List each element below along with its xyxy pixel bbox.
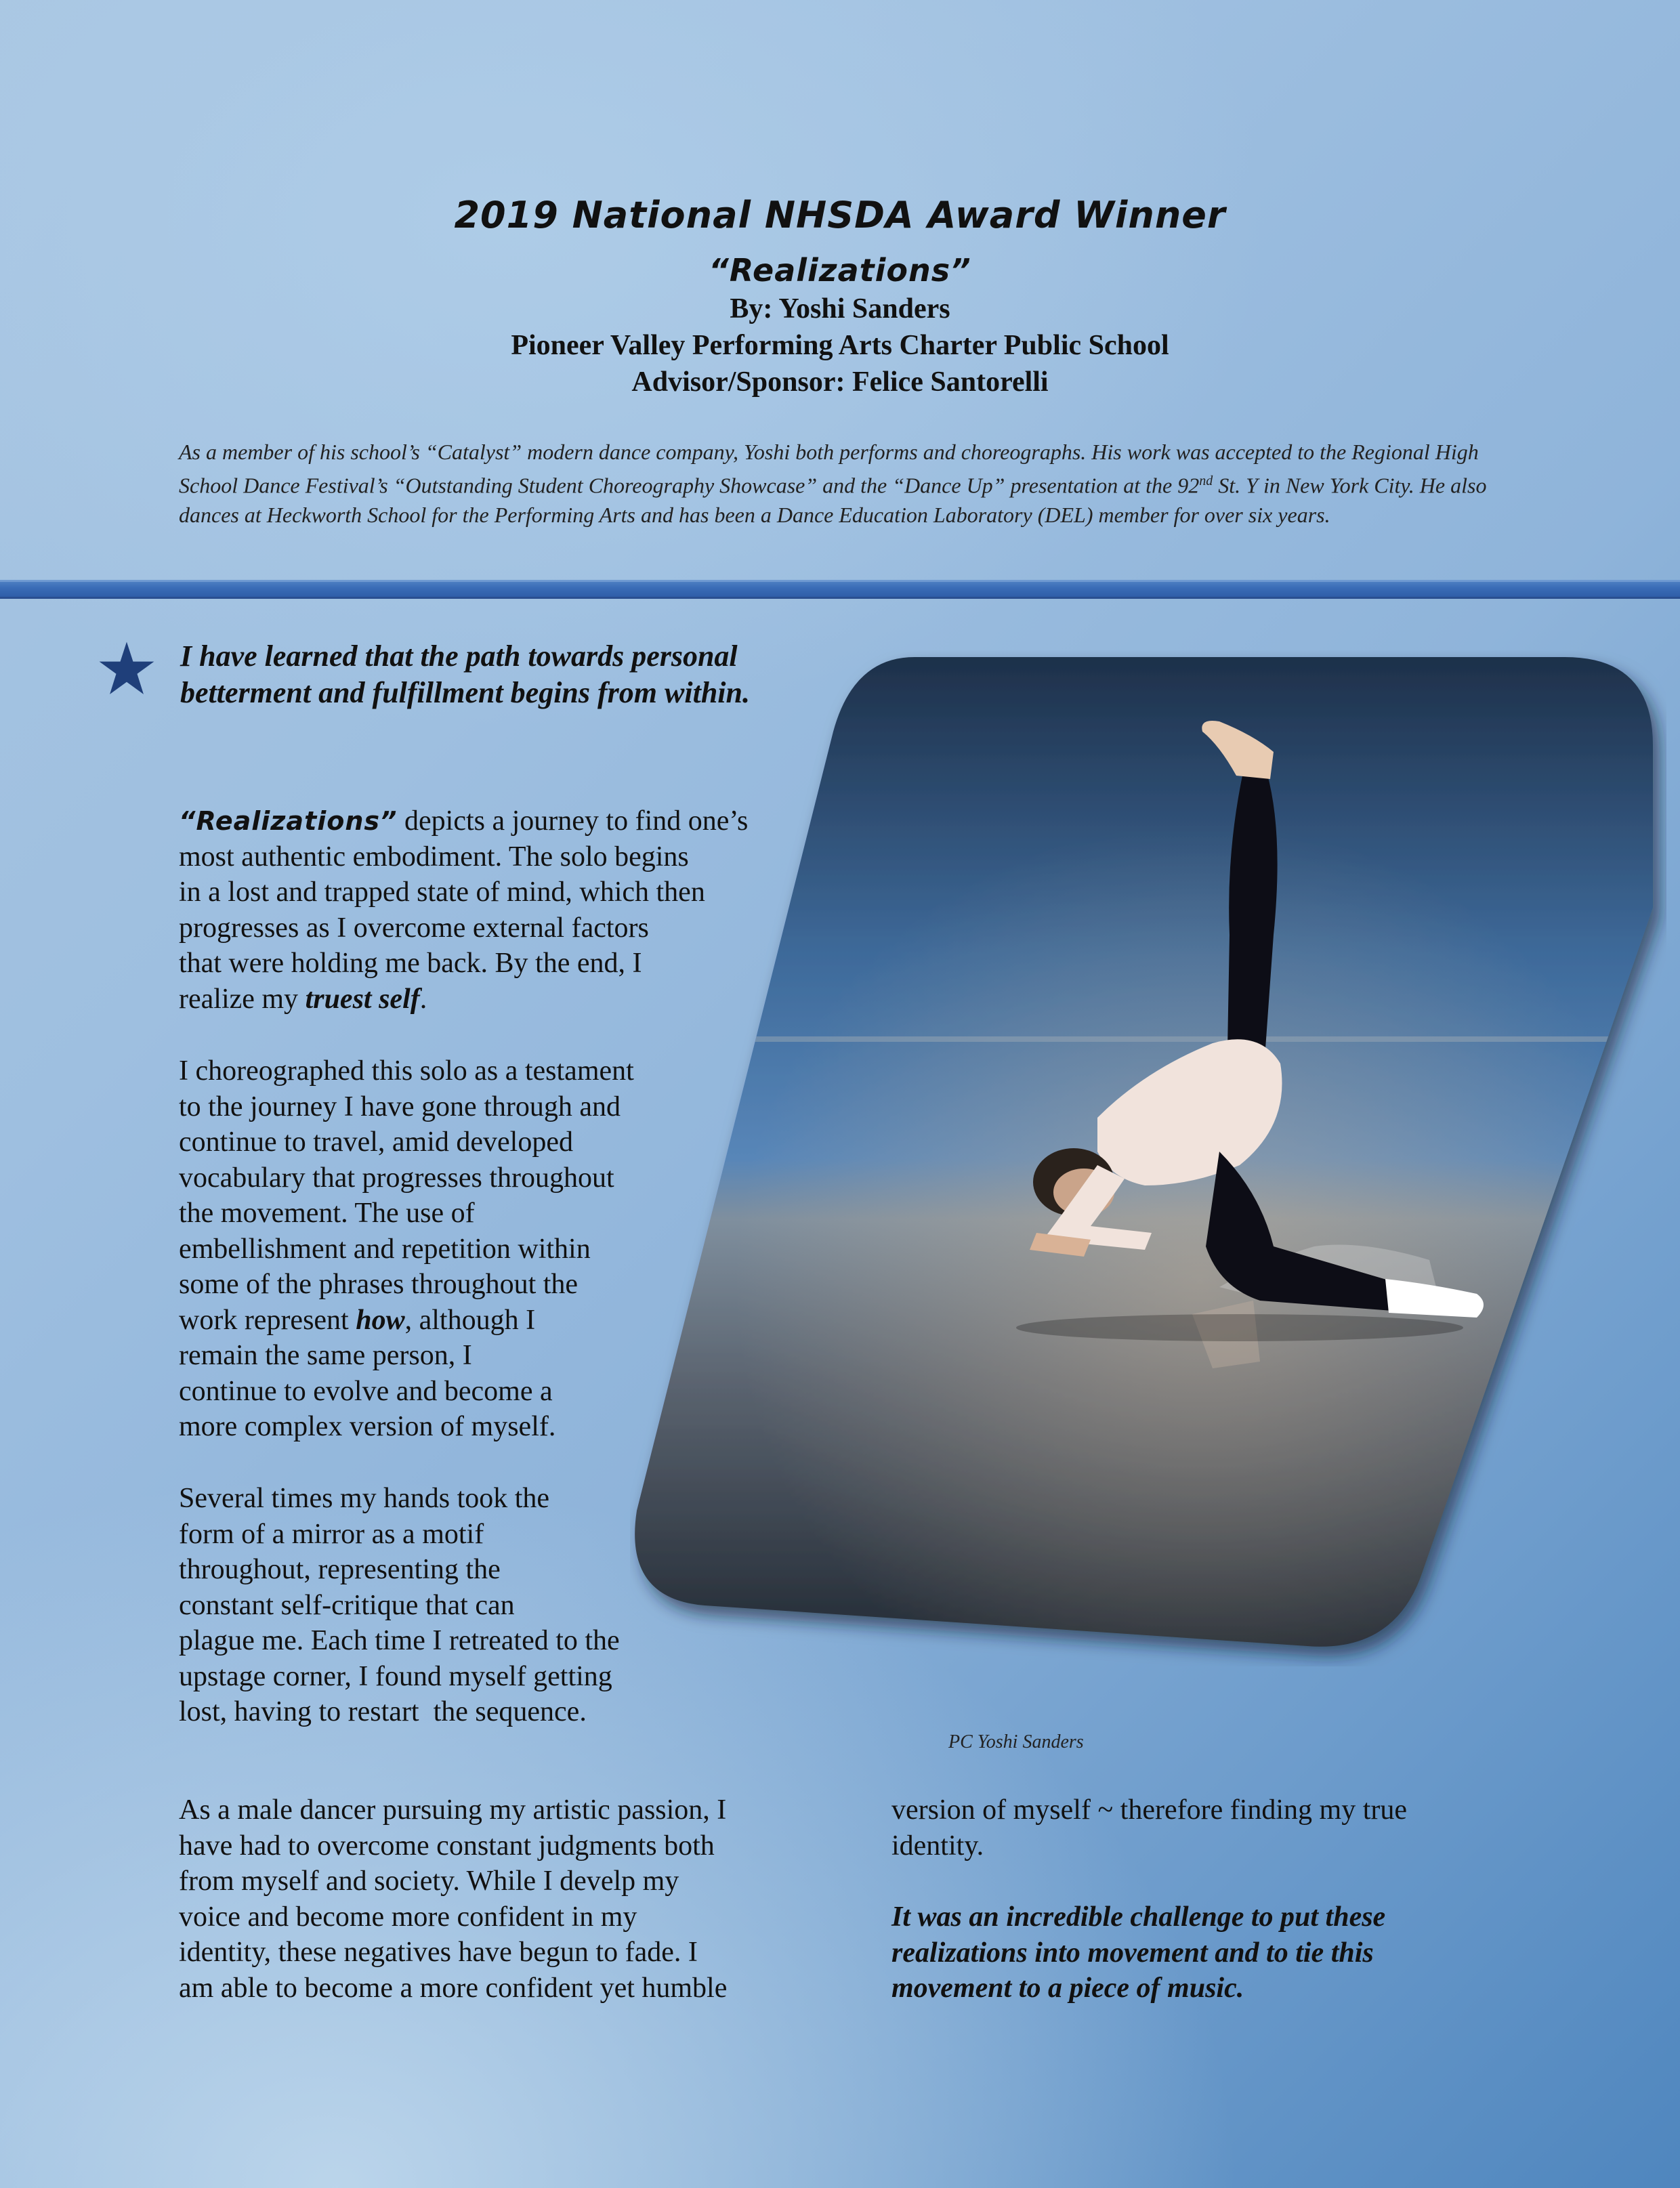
text-line: voice and become more confident in my — [179, 1901, 637, 1933]
advisor-line: Advisor/Sponsor: Felice Santorelli — [631, 366, 1049, 398]
section-divider — [0, 580, 1680, 599]
text-line: most authentic embodiment. The solo begins — [179, 841, 689, 872]
emphasis-text: how — [356, 1304, 405, 1336]
pull-quote-line: I have learned that the path towards personal — [180, 639, 738, 673]
text-line: Several times my hands took the — [179, 1483, 550, 1514]
text-line: progresses as I overcome external factors — [179, 912, 649, 944]
text-line: It was an incredible challenge to put these — [891, 1901, 1386, 1933]
byline: By: Yoshi Sanders — [730, 293, 950, 324]
text-line: have had to overcome constant judgments both — [179, 1830, 715, 1861]
photo-credit: PC Yoshi Sanders — [948, 1731, 1084, 1752]
text-fragment: realize my — [179, 983, 306, 1015]
star-icon — [98, 639, 156, 698]
paragraph-male-dancer — [179, 1792, 829, 2006]
text-line: vocabulary that progresses throughout — [179, 1162, 614, 1194]
text-line: am able to become a more confident yet humble — [179, 1972, 728, 2004]
paragraph-mirror — [179, 1481, 694, 1730]
text-line: plague me. Each time I retreated to the — [179, 1625, 620, 1656]
school-name: Pioneer Valley Performing Arts Charter Public School — [511, 330, 1169, 361]
paragraph-identity — [891, 1792, 1501, 1864]
intro-superscript: nd — [1199, 474, 1213, 488]
text-line: to the journey I have gone through and — [179, 1091, 621, 1122]
text-line: that were holding me back. By the end, I — [179, 948, 642, 979]
text-line: throughout, representing the — [179, 1554, 501, 1585]
text-line: As a male dancer pursuing my artistic passion, I — [179, 1794, 727, 1826]
closing-quote — [891, 1899, 1501, 2006]
text-line: realizations into movement and to tie this — [891, 1937, 1374, 1969]
intro-paragraph — [179, 438, 1507, 530]
text-line: identity, these negatives have begun to fade. I — [179, 1937, 698, 1968]
text-line: embellishment and repetition within — [179, 1233, 591, 1265]
award-title: 2019 National NHSDA Award Winner — [454, 194, 1226, 236]
text-line: continue to travel, amid developed — [179, 1127, 573, 1158]
text-line: upstage corner, I found myself getting — [179, 1660, 612, 1692]
text-line: remain the same person, I — [179, 1340, 472, 1371]
text-line: the movement. The use of — [179, 1198, 475, 1229]
text-line: lost, having to restart the sequence. — [179, 1696, 587, 1727]
intro-part1: As a member of his school’s “Catalyst” modern dance company, Yoshi both performs and choreographs. His work was accepted to the Regional High School Dance Festival’s “Outstanding Student Choreography Showcase” and the “Dance Up” presentation at the 92 — [179, 440, 1479, 498]
dancer-photo — [630, 650, 1666, 1666]
work-title-inline: “Realizations” — [179, 806, 398, 836]
text-line: version of myself ~ therefore finding my true — [891, 1794, 1408, 1826]
pull-quote-line: betterment and fulfillment begins from within. — [180, 676, 750, 709]
text-line: movement to a piece of music. — [891, 1973, 1244, 2004]
text-line: I choreographed this solo as a testament — [179, 1055, 634, 1087]
text-line: constant self-critique that can — [179, 1589, 515, 1621]
text-line: some of the phrases throughout the — [179, 1269, 579, 1300]
work-title: “Realizations” — [709, 252, 971, 289]
text-fragment: . — [419, 983, 427, 1015]
text-fragment: work represent — [179, 1304, 356, 1336]
text-line: form of a mirror as a motif — [179, 1518, 484, 1550]
paragraph-realizations — [179, 803, 789, 1017]
emphasis-text: truest self — [305, 983, 420, 1015]
text-line: in a lost and trapped state of mind, which then — [179, 877, 705, 908]
text-line — [179, 1303, 761, 1339]
text-line: more complex version of myself. — [179, 1411, 556, 1442]
intro-part2: St. Y in New York City. He also dances at Heckworth School for the Performing Arts and has been a Dance Education Laboratory (DEL) member for over six years. — [179, 473, 1487, 527]
text-line — [179, 982, 789, 1017]
text-fragment: depicts a journey to find one’s — [397, 805, 749, 837]
text-line: from myself and society. While I develp my — [179, 1866, 679, 1897]
paragraph-testament — [179, 1053, 761, 1445]
text-line: continue to evolve and become a — [179, 1375, 553, 1407]
text-line — [179, 803, 789, 839]
text-line: identity. — [891, 1830, 984, 1861]
text-fragment: , although I — [404, 1304, 536, 1336]
